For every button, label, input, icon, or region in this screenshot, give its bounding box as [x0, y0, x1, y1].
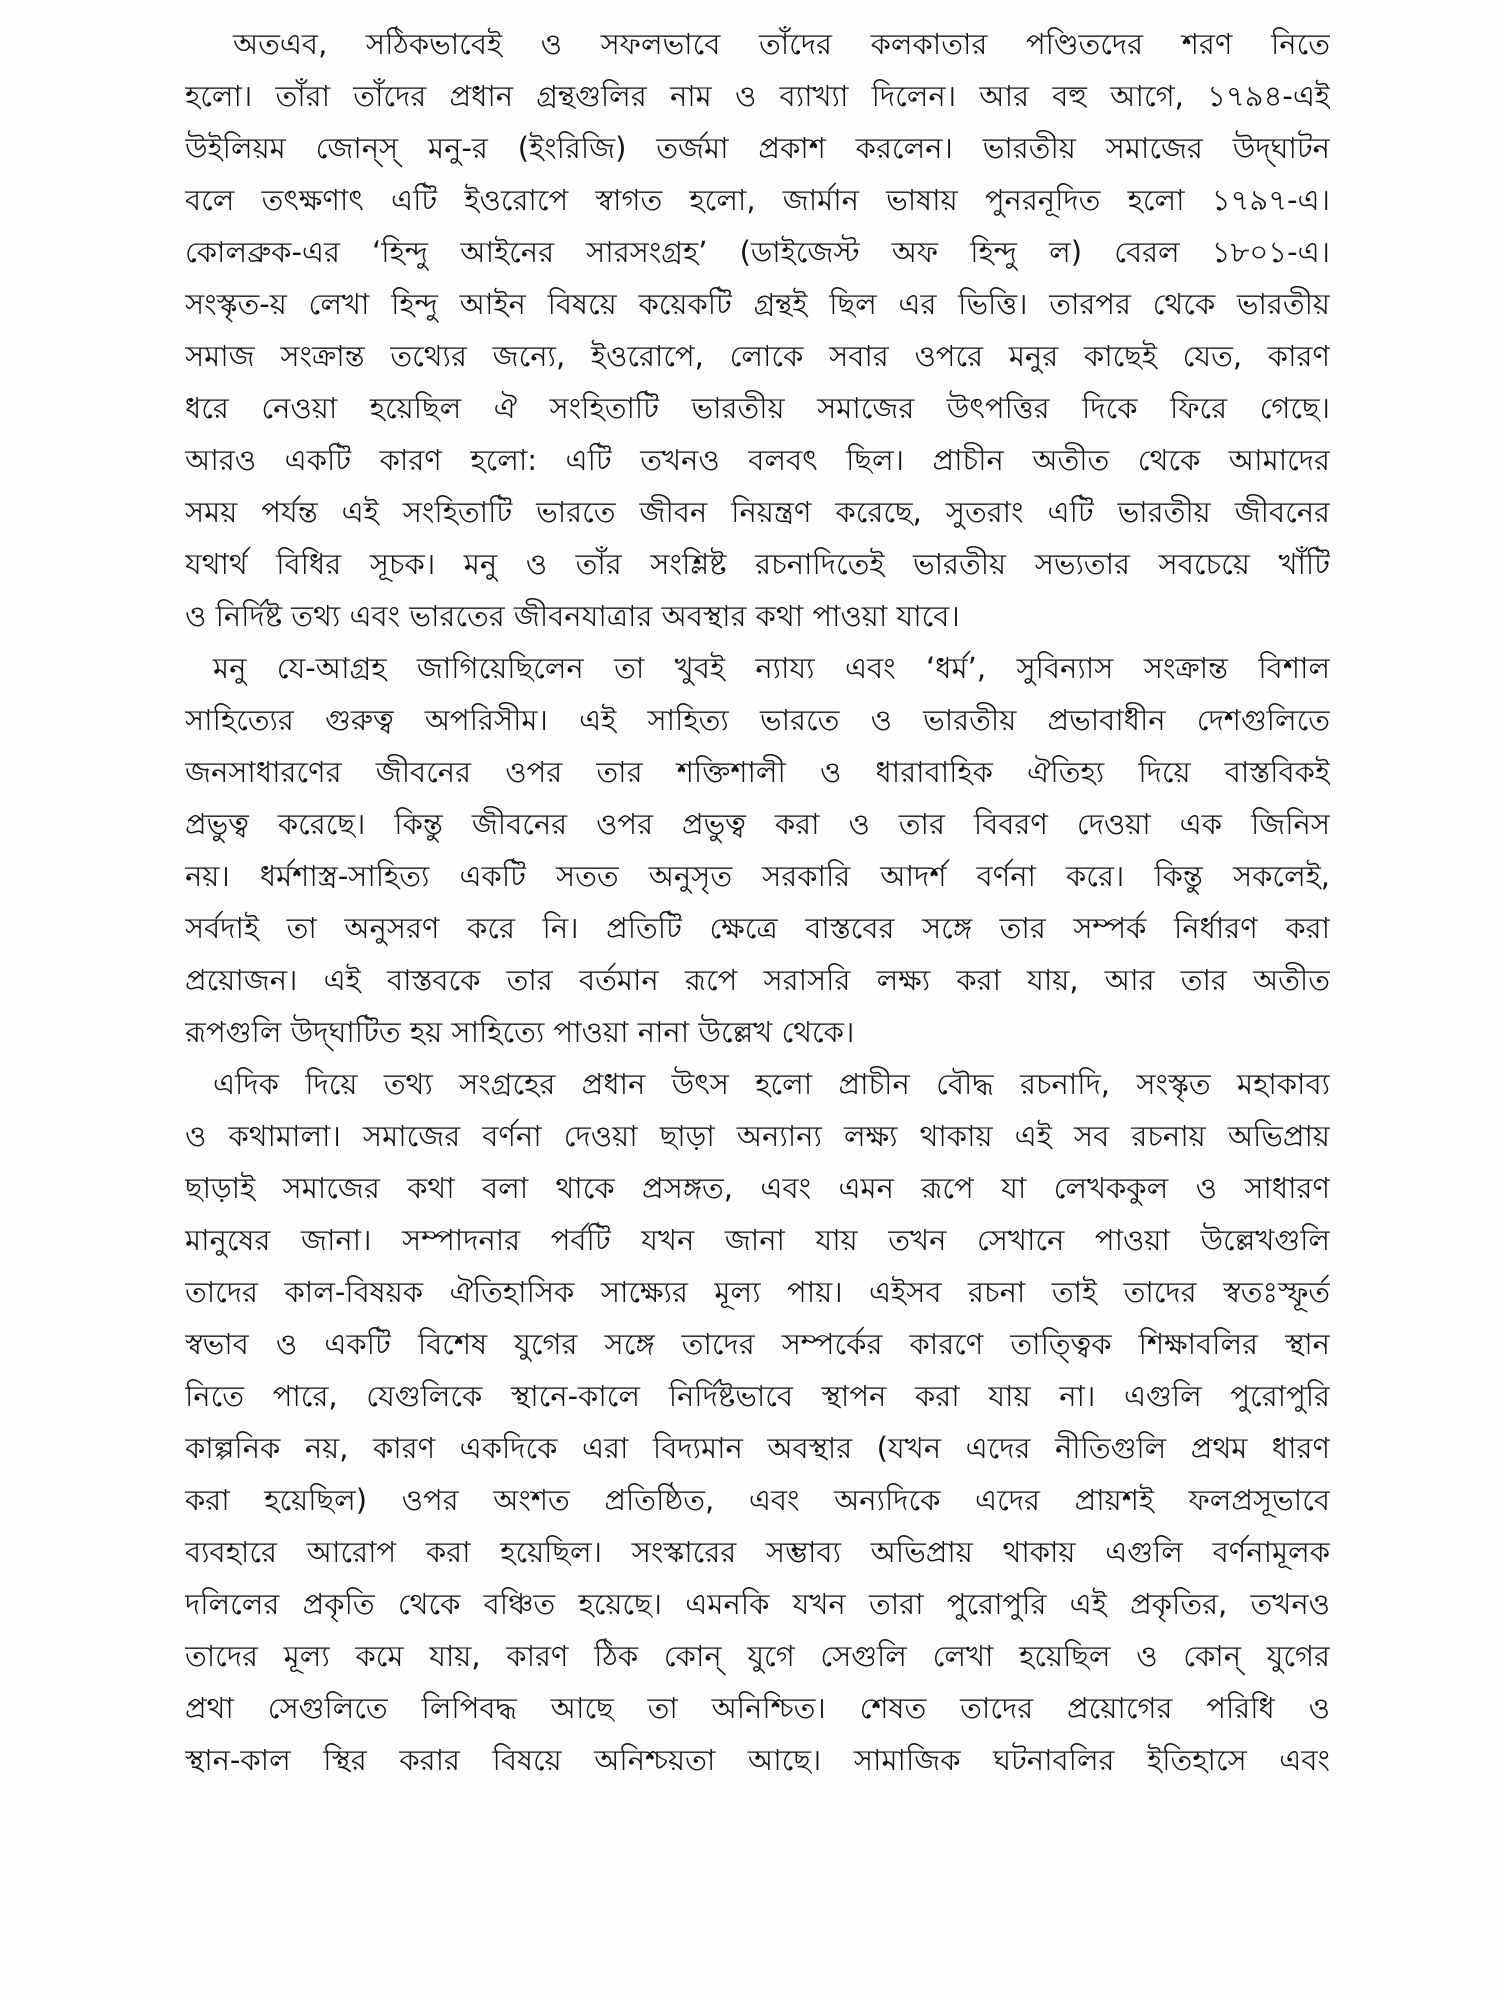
text-line: তাদের মূল্য কমে যায়, কারণ ঠিক কোন্ যুগে সেগুলি লেখা হয়েছিল ও কোন্ যুগের — [185, 1639, 1330, 1673]
paragraph-2 — [185, 642, 1330, 1058]
text-line: সাহিত্যের গুরুত্ব অপরিসীম। এই সাহিত্য ভারতে ও ভারতীয় প্রভাবাধীন দেশগুলিতে — [185, 703, 1330, 737]
text-line: নিতে পারে, যেগুলিকে স্থানে-কালে নির্দিষ্টভাবে স্থাপন করা যায় না। এগুলি পুরোপুরি — [185, 1379, 1330, 1413]
text-line: মানুষের জানা। সম্পাদনার পর্বটি যখন জানা যায় তখন সেখানে পাওয়া উল্লেখগুলি — [185, 1223, 1330, 1257]
text-line: ধরে নেওয়া হয়েছিল ঐ সংহিতাটি ভারতীয় সমাজের উৎপত্তির দিকে ফিরে গেছে। — [185, 391, 1330, 425]
text-line: নয়। ধর্মশাস্ত্র-সাহিত্য একটি সতত অনুসৃত সরকারি আদর্শ বর্ণনা করে। কিন্তু সকলেই, — [185, 859, 1330, 893]
text-line: যথার্থ বিধির সূচক। মনু ও তাঁর সংশ্লিষ্ট রচনাদিতেই ভারতীয় সভ্যতার সবচেয়ে খাঁটি — [185, 547, 1330, 581]
text-line: কোলব্রুক-এর ‘হিন্দু আইনের সারসংগ্রহ’ (ডাইজেস্ট অফ হিন্দু ল) বেরল ১৮০১-এ। — [185, 235, 1330, 269]
text-line: সময় পর্যন্ত এই সংহিতাটি ভারতে জীবন নিয়ন্ত্রণ করেছে, সুতরাং এটি ভারতীয় জীবনের — [185, 495, 1330, 529]
text-line: সংস্কৃত-য় লেখা হিন্দু আইন বিষয়ে কয়েকটি গ্রন্থই ছিল এর ভিত্তি। তারপর থেকে ভারতীয় — [185, 287, 1330, 321]
body-text — [185, 18, 1330, 1786]
text-line: স্বভাব ও একটি বিশেষ যুগের সঙ্গে তাদের সম্পর্কের কারণে তাত্ত্বিক শিক্ষাবলির স্থান — [185, 1327, 1330, 1361]
paragraph-1 — [185, 18, 1330, 642]
text-line: দলিলের প্রকৃতি থেকে বঞ্চিত হয়েছে। এমনকি যখন তারা পুরোপুরি এই প্রকৃতির, তখনও — [185, 1587, 1330, 1621]
text-line: হলো। তাঁরা তাঁদের প্রধান গ্রন্থগুলির নাম ও ব্যাখ্যা দিলেন। আর বহু আগে, ১৭৯৪-এই — [185, 79, 1330, 113]
text-line: সর্বদাই তা অনুসরণ করে নি। প্রতিটি ক্ষেত্রে বাস্তবের সঙ্গে তার সম্পর্ক নির্ধারণ করা — [185, 911, 1330, 945]
text-line: উইলিয়ম জোন্‌স্ মনু-র (ইংরিজি) তর্জমা প্রকাশ করলেন। ভারতীয় সমাজের উদ্‌ঘাটন — [185, 131, 1330, 165]
text-line: ব্যবহারে আরোপ করা হয়েছিল। সংস্কারের সম্ভাব্য অভিপ্রায় থাকায় এগুলি বর্ণনামূলক — [185, 1535, 1330, 1569]
text-line: আরও একটি কারণ হলো: এটি তখনও বলবৎ ছিল। প্রাচীন অতীত থেকে আমাদের — [185, 443, 1330, 477]
text-line: ও নির্দিষ্ট তথ্য এবং ভারতের জীবনযাত্রার অবস্থার কথা পাওয়া যাবে। — [185, 599, 960, 633]
text-line: অতএব, সঠিকভাবেই ও সফলভাবে তাঁদের কলকাতার পণ্ডিতদের শরণ নিতে — [233, 27, 1330, 61]
text-line: প্রভুত্ব করেছে। কিন্তু জীবনের ওপর প্রভুত্ব করা ও তার বিবরণ দেওয়া এক জিনিস — [185, 807, 1330, 841]
text-line: স্থান-কাল স্থির করার বিষয়ে অনিশ্চয়তা আছে। সামাজিক ঘটনাবলির ইতিহাসে এবং — [185, 1743, 1330, 1777]
text-line: প্রয়োজন। এই বাস্তবকে তার বর্তমান রূপে সরাসরি লক্ষ্য করা যায়, আর তার অতীত — [185, 963, 1330, 997]
text-line: সমাজ সংক্রান্ত তথ্যের জন্যে, ইওরোপে, লোকে সবার ওপরে মনুর কাছেই যেত, কারণ — [185, 339, 1330, 373]
text-line: করা হয়েছিল) ওপর অংশত প্রতিষ্ঠিত, এবং অন্যদিকে এদের প্রায়শই ফলপ্রসূভাবে — [185, 1483, 1330, 1517]
text-line: বলে তৎক্ষণাৎ এটি ইওরোপে স্বাগত হলো, জার্মান ভাষায় পুনরনূদিত হলো ১৭৯৭-এ। — [185, 183, 1330, 217]
text-line: ও কথামালা। সমাজের বর্ণনা দেওয়া ছাড়া অন্যান্য লক্ষ্য থাকায় এই সব রচনায় অভিপ্রায় — [185, 1119, 1330, 1153]
text-line: প্রথা সেগুলিতে লিপিবদ্ধ আছে তা অনিশ্চিত। শেষত তাদের প্রয়োগের পরিধি ও — [185, 1691, 1330, 1725]
text-line: ছাড়াই সমাজের কথা বলা থাকে প্রসঙ্গত, এবং এমন রূপে যা লেখককুল ও সাধারণ — [185, 1171, 1330, 1205]
text-line: তাদের কাল-বিষয়ক ঐতিহাসিক সাক্ষ্যের মূল্য পায়। এইসব রচনা তাই তাদের স্বতঃস্ফূর্ত — [185, 1275, 1330, 1309]
text-line: জনসাধারণের জীবনের ওপর তার শক্তিশালী ও ধারাবাহিক ঐতিহ্য দিয়ে বাস্তবিকই — [185, 755, 1330, 789]
text-line: এদিক দিয়ে তথ্য সংগ্রহের প্রধান উৎস হলো প্রাচীন বৌদ্ধ রচনাদি, সংস্কৃত মহাকাব্য — [213, 1067, 1330, 1101]
text-line: রূপগুলি উদ্‌ঘাটিত হয় সাহিত্যে পাওয়া নানা উল্লেখ থেকে। — [185, 1015, 855, 1049]
paragraph-3 — [185, 1058, 1330, 1786]
text-line: মনু যে-আগ্রহ জাগিয়েছিলেন তা খুবই ন্যায্য এবং ‘ধর্ম’, সুবিন্যাস সংক্রান্ত বিশাল — [213, 651, 1330, 685]
text-line: কাল্পনিক নয়, কারণ একদিকে এরা বিদ্যমান অবস্থার (যখন এদের নীতিগুলি প্রথম ধারণ — [185, 1431, 1330, 1465]
